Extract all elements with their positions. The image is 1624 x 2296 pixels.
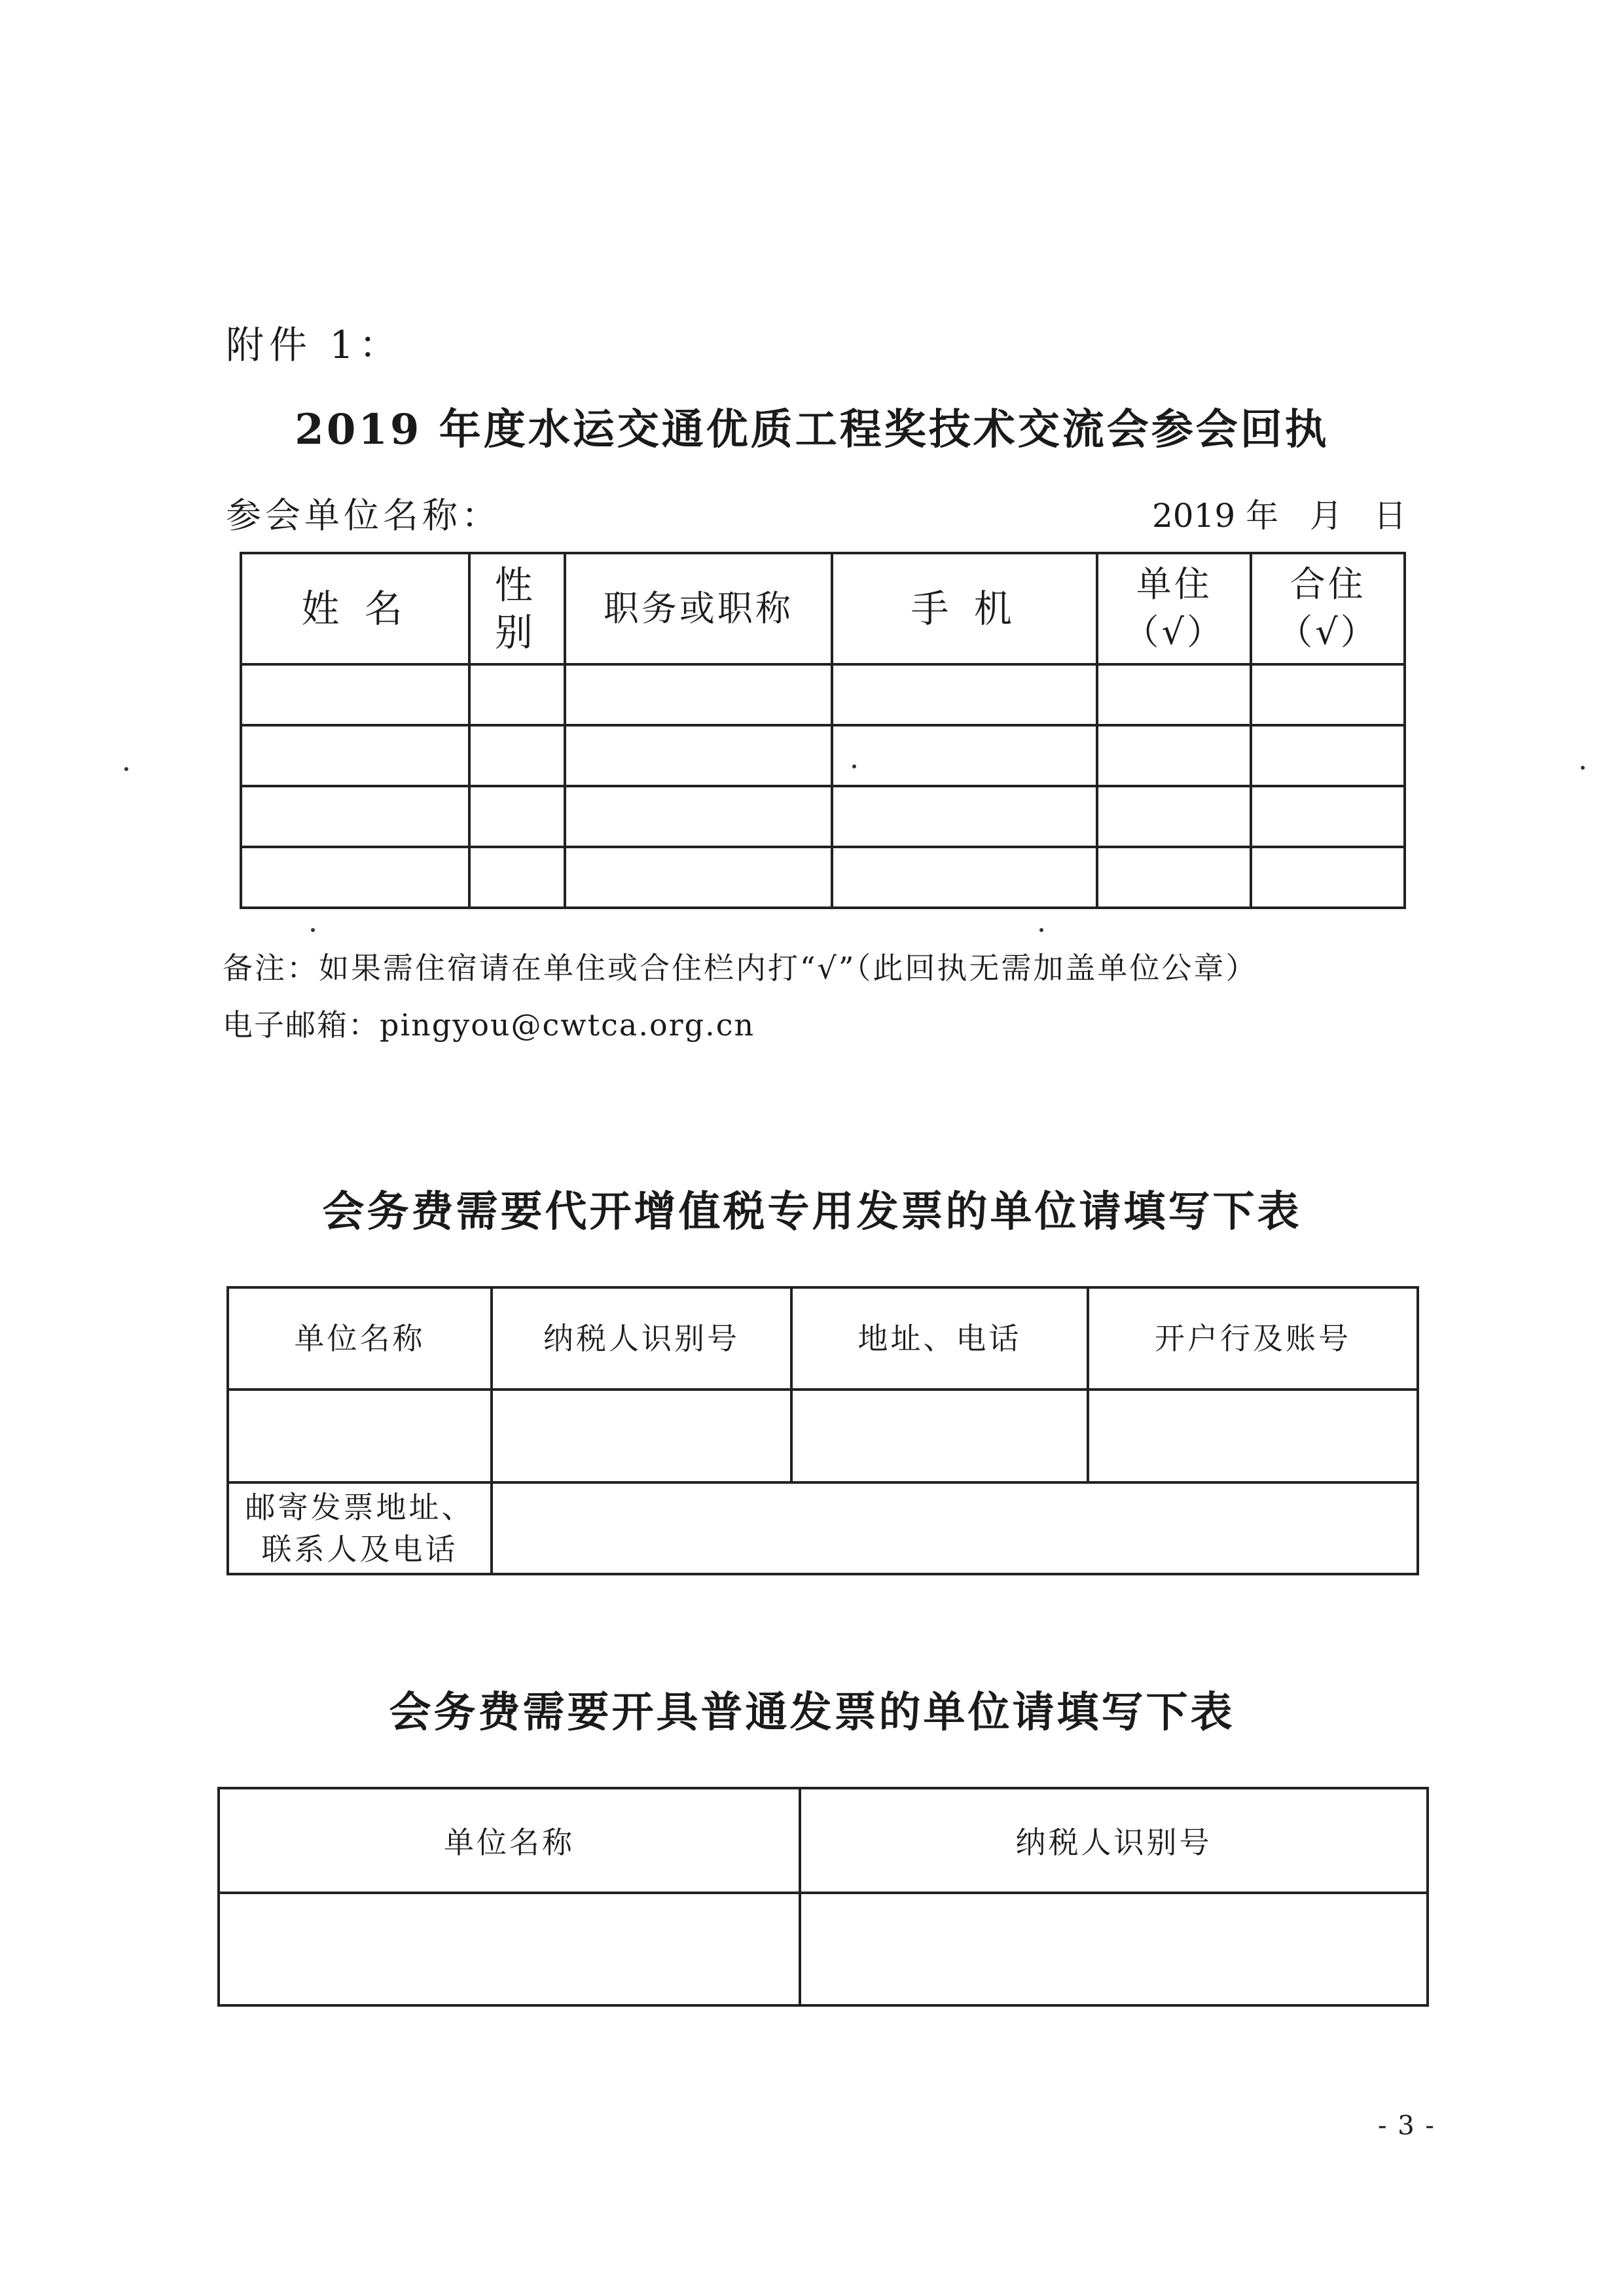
header-single bbox=[1097, 553, 1251, 664]
unit-name-label: 参会单位名称： bbox=[226, 495, 501, 536]
attendee-header-row bbox=[241, 553, 1405, 664]
cell-name[interactable] bbox=[241, 725, 469, 786]
vat-mail-cell[interactable] bbox=[492, 1482, 1418, 1574]
scan-speck bbox=[311, 928, 315, 932]
attendee-row bbox=[241, 847, 1405, 908]
vat-cell-address[interactable] bbox=[791, 1390, 1088, 1482]
cell-single[interactable] bbox=[1097, 725, 1251, 786]
cell-position[interactable] bbox=[565, 786, 832, 847]
general-header-taxid: 纳税人识别号 bbox=[800, 1788, 1428, 1893]
vat-mail-label-l1: 邮寄发票地址、 bbox=[245, 1489, 475, 1525]
attendee-table bbox=[240, 552, 1406, 909]
header-position: 职务或职称 bbox=[565, 553, 832, 664]
cell-gender[interactable] bbox=[469, 664, 564, 725]
vat-header-address: 地址、电话 bbox=[791, 1287, 1088, 1390]
cell-position[interactable] bbox=[565, 664, 832, 725]
general-invoice-table bbox=[217, 1787, 1429, 2007]
header-gender-l2: 别 bbox=[494, 610, 539, 655]
cell-shared[interactable] bbox=[1251, 664, 1405, 725]
vat-header-row bbox=[228, 1287, 1418, 1390]
header-shared bbox=[1251, 553, 1405, 664]
scan-speck bbox=[1581, 766, 1585, 770]
form1-title: 2019 年度水运交通优质工程奖技术交流会参会回执 bbox=[295, 405, 1329, 454]
cell-name[interactable] bbox=[241, 786, 469, 847]
vat-cell-unit[interactable] bbox=[228, 1390, 492, 1482]
general-header-row bbox=[219, 1788, 1428, 1893]
header-single-l2: （√） bbox=[1123, 611, 1225, 653]
scan-speck bbox=[852, 764, 856, 768]
header-gender-l1: 性 bbox=[494, 562, 539, 607]
vat-invoice-table bbox=[226, 1286, 1419, 1575]
general-cell-taxid[interactable] bbox=[800, 1893, 1428, 2005]
header-mobile: 手 机 bbox=[832, 553, 1097, 664]
header-single-l1: 单住 bbox=[1136, 564, 1212, 605]
date-line: 2019 年 月 日 bbox=[1152, 497, 1407, 535]
general-cell-unit[interactable] bbox=[219, 1893, 800, 2005]
cell-name[interactable] bbox=[241, 664, 469, 725]
attendee-row bbox=[241, 664, 1405, 725]
cell-single[interactable] bbox=[1097, 847, 1251, 908]
cell-single[interactable] bbox=[1097, 664, 1251, 725]
attendee-row bbox=[241, 786, 1405, 847]
vat-mail-row bbox=[228, 1482, 1418, 1574]
cell-position[interactable] bbox=[565, 847, 832, 908]
vat-row bbox=[228, 1390, 1418, 1482]
header-name: 姓 名 bbox=[241, 553, 469, 664]
cell-single[interactable] bbox=[1097, 786, 1251, 847]
vat-header-bank: 开户行及账号 bbox=[1088, 1287, 1418, 1390]
vat-header-taxid: 纳税人识别号 bbox=[492, 1287, 791, 1390]
vat-mail-label-l2: 联系人及电话 bbox=[261, 1532, 458, 1567]
general-header-unit: 单位名称 bbox=[219, 1788, 800, 1893]
vat-cell-taxid[interactable] bbox=[492, 1390, 791, 1482]
cell-gender[interactable] bbox=[469, 786, 564, 847]
scan-speck bbox=[1039, 928, 1043, 932]
vat-mail-label bbox=[228, 1482, 492, 1574]
general-row bbox=[219, 1893, 1428, 2005]
cell-position[interactable] bbox=[565, 725, 832, 786]
cell-mobile[interactable] bbox=[832, 786, 1097, 847]
vat-header-unit: 单位名称 bbox=[228, 1287, 492, 1390]
header-gender bbox=[469, 553, 564, 664]
form2-title: 会务费需要代开增值税专用发票的单位请填写下表 bbox=[322, 1187, 1302, 1236]
cell-mobile[interactable] bbox=[832, 847, 1097, 908]
header-shared-l2: （√） bbox=[1277, 611, 1379, 653]
cell-mobile[interactable] bbox=[832, 664, 1097, 725]
cell-gender[interactable] bbox=[469, 847, 564, 908]
page-number: - 3 - bbox=[1378, 2111, 1435, 2141]
accommodation-note: 备注：如果需住宿请在单住或合住栏内打“√”（此回执无需加盖单位公章） bbox=[223, 950, 1258, 986]
cell-shared[interactable] bbox=[1251, 847, 1405, 908]
attendee-row bbox=[241, 725, 1405, 786]
cell-gender[interactable] bbox=[469, 725, 564, 786]
cell-name[interactable] bbox=[241, 847, 469, 908]
form3-title: 会务费需要开具普通发票的单位请填写下表 bbox=[389, 1688, 1235, 1737]
scan-speck bbox=[124, 767, 128, 771]
vat-cell-bank[interactable] bbox=[1088, 1390, 1418, 1482]
cell-shared[interactable] bbox=[1251, 725, 1405, 786]
attachment-label: 附件 1： bbox=[226, 323, 403, 367]
header-shared-l1: 合住 bbox=[1290, 564, 1366, 605]
cell-mobile[interactable] bbox=[832, 725, 1097, 786]
cell-shared[interactable] bbox=[1251, 786, 1405, 847]
contact-email: 电子邮箱：pingyou@cwtca.org.cn bbox=[223, 1007, 755, 1043]
